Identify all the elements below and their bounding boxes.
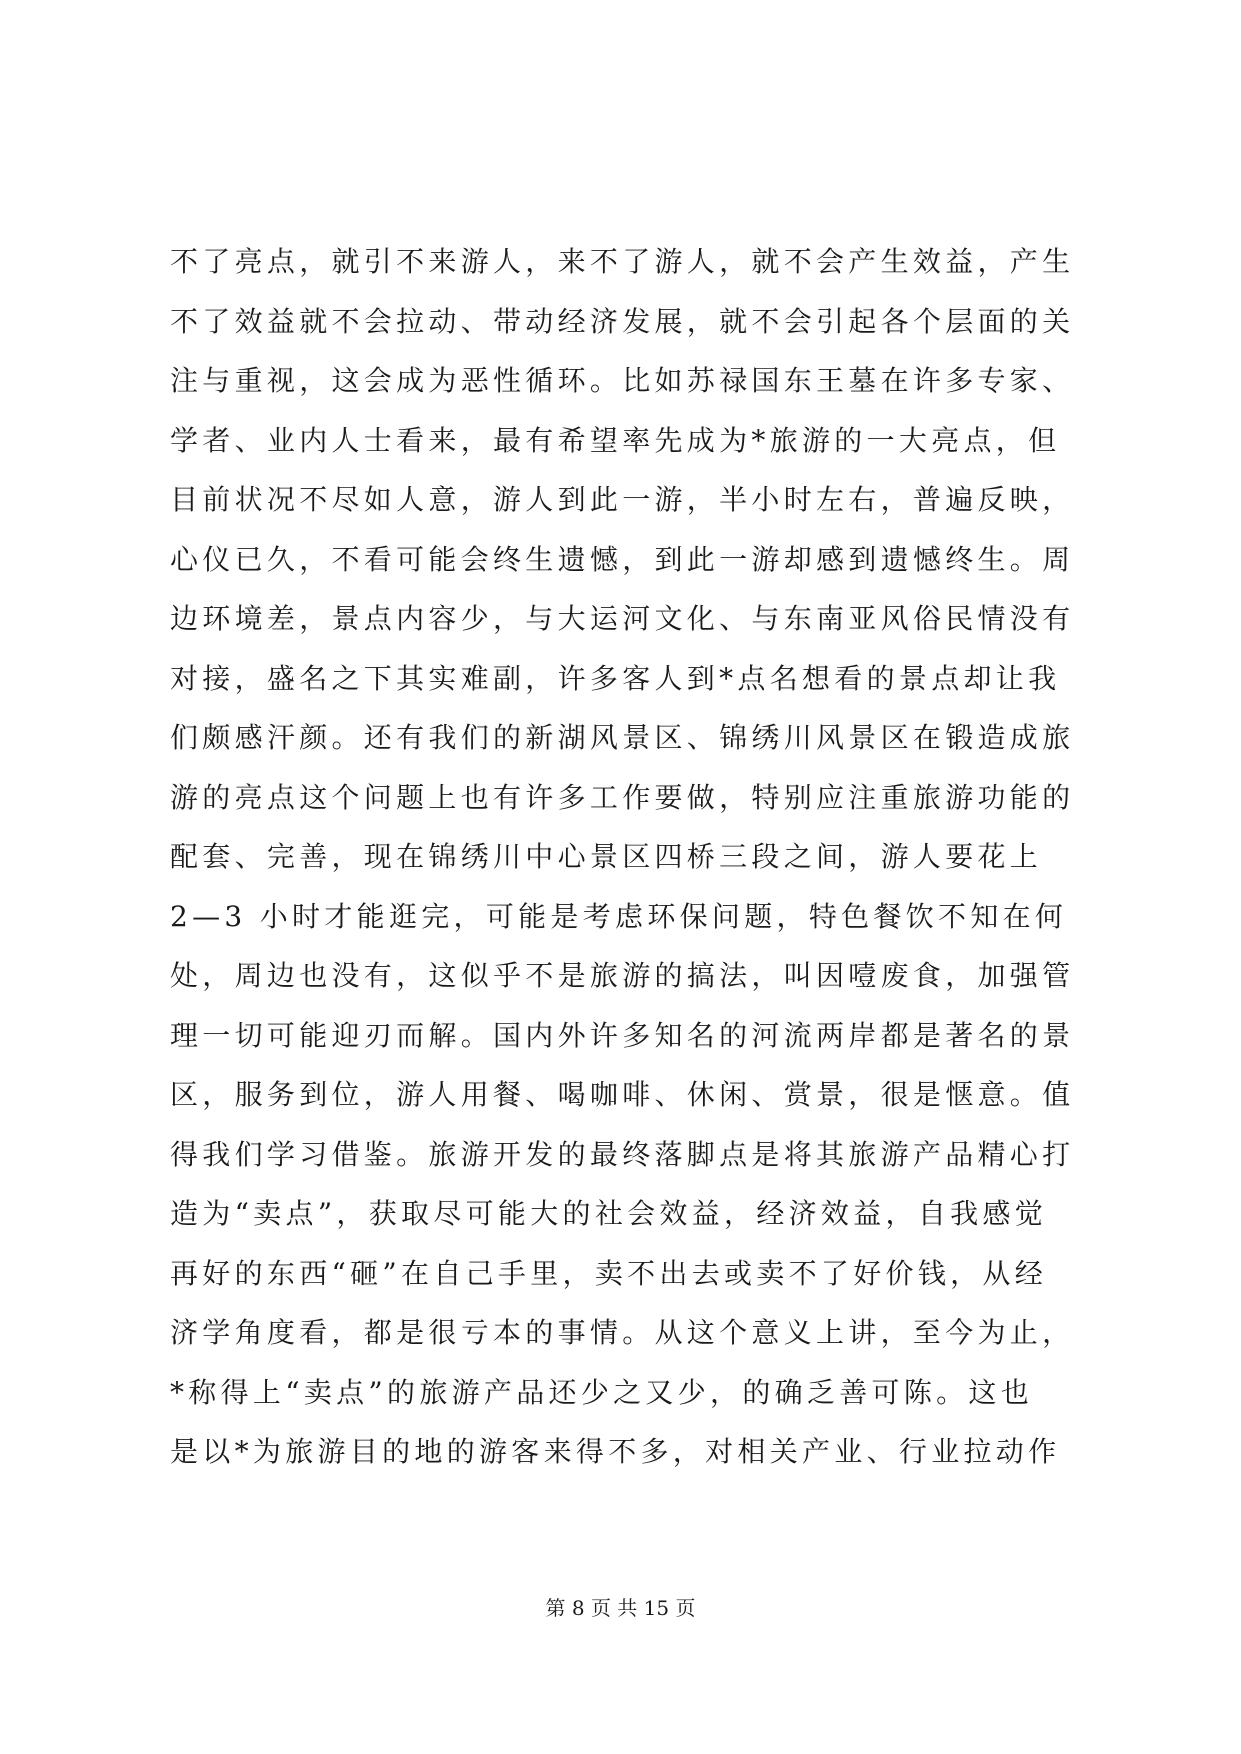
text-line: 对接，盛名之下其实难副，许多客人到*点名想看的景点却让我: [170, 661, 1061, 695]
text-line: *称得上“卖点”的旅游产品还少之又少，的确乏善可陈。这也: [170, 1375, 1034, 1409]
text-line: 们颇感汗颜。还有我们的新湖风景区、锦绣川风景区在锻造成旅: [170, 721, 1075, 754]
text-line: 处，周边也没有，这似乎不是旅游的搞法，叫因噎废食，加强管: [170, 959, 1075, 992]
text-line: 是以*为旅游目的地的游客来得不多，对相关产业、行业拉动作: [170, 1435, 1061, 1468]
text-line: 得我们学习借鉴。旅游开发的最终落脚点是将其旅游产品精心打: [170, 1137, 1075, 1171]
text-line: 不了效益就不会拉动、带动经济发展，就不会引起各个层面的关: [170, 304, 1075, 338]
text-line: 再好的东西“砸”在自己手里，卖不出去或卖不了好价钱，从经: [170, 1256, 1048, 1290]
text-line: 心仪已久，不看可能会终生遗憾，到此一游却感到遗憾终生。周: [170, 542, 1075, 576]
text-line: 不了亮点，就引不来游人，来不了游人，就不会产生效益，产生: [170, 245, 1075, 278]
text-line: 理一切可能迎刃而解。国内外许多知名的河流两岸都是著名的景: [170, 1018, 1075, 1052]
body-text: [170, 232, 1090, 1482]
text-line: 注与重视，这会成为恶性循环。比如苏禄国东王墓在许多专家、: [170, 364, 1075, 397]
text-line: 2—3 小时才能逛完，可能是考虑环保问题，特色餐饮不知在何: [170, 899, 1068, 933]
text-line: 造为“卖点”，获取尽可能大的社会效益，经济效益，自我感觉: [170, 1197, 1048, 1230]
text-line: 目前状况不尽如人意，游人到此一游，半小时左右，普遍反映，: [170, 483, 1075, 516]
text-line: 济学角度看，都是很亏本的事情。从这个意义上讲，至今为止，: [170, 1316, 1075, 1349]
text-line: 游的亮点这个问题上也有许多工作要做，特别应注重旅游功能的: [170, 780, 1075, 814]
page-number-footer: 第 8 页 共 15 页: [545, 1596, 696, 1620]
text-line: 边环境差，景点内容少，与大运河文化、与东南亚风俗民情没有: [170, 602, 1075, 635]
text-line: 学者、业内人士看来，最有希望率先成为*旅游的一大亮点，但: [170, 423, 1061, 457]
text-line: 配套、完善，现在锦绣川中心景区四桥三段之间，游人要花上: [170, 840, 1043, 873]
text-line: 区，服务到位，游人用餐、喝咖啡、休闲、赏景，很是惬意。值: [170, 1078, 1075, 1111]
